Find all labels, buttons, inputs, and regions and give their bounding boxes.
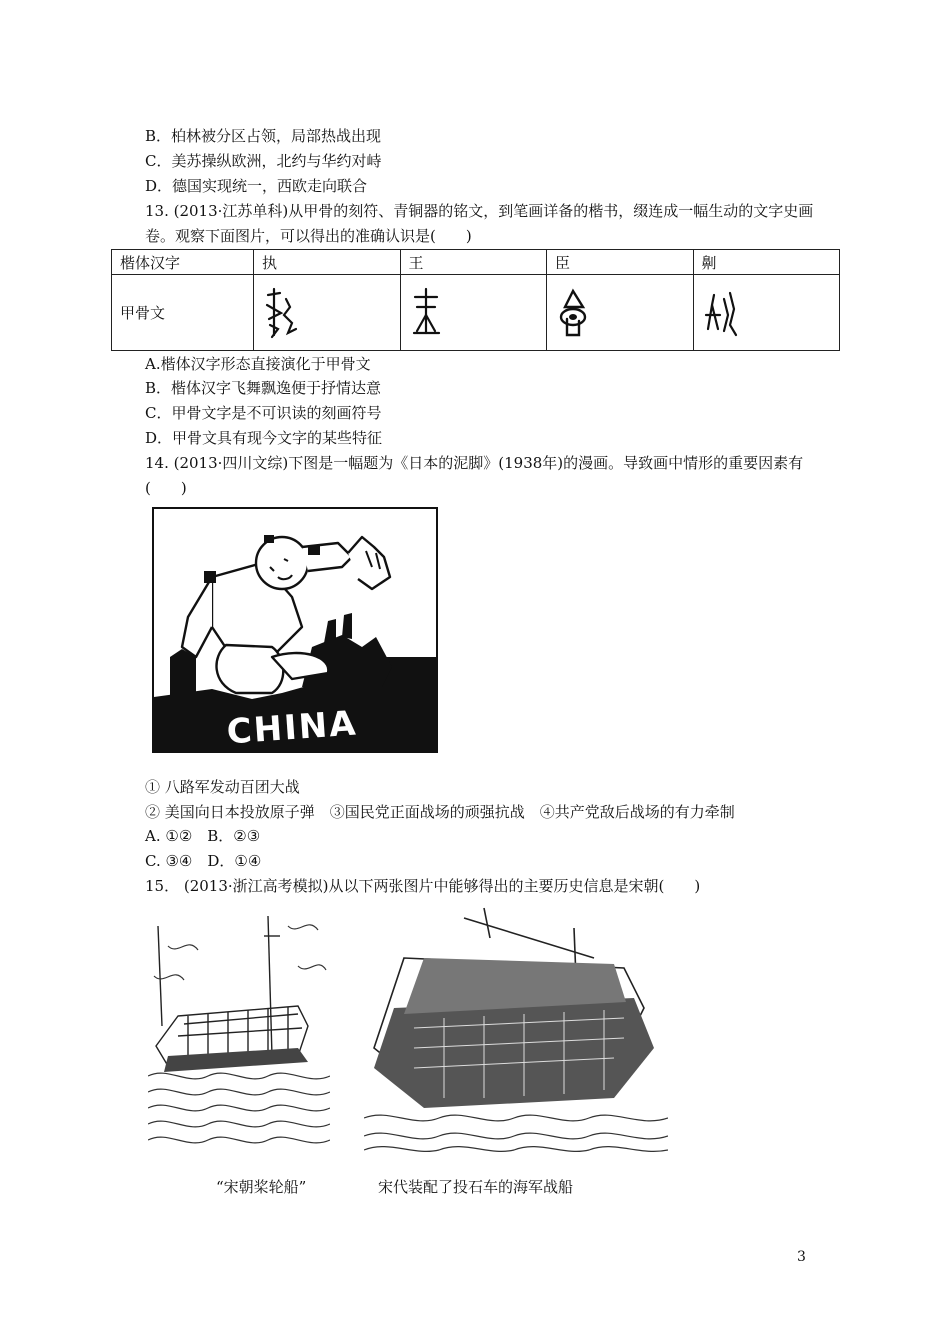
oracle-glyph-zhi	[254, 275, 401, 351]
q12-option-c: C．美苏操纵欧洲，北约与华约对峙	[145, 152, 382, 170]
table-row-label-kaiti: 楷体汉字	[112, 250, 254, 275]
q13-option-a: A.楷体汉字形态直接演化于甲骨文	[145, 355, 371, 373]
song-paddle-wheel-boat-image	[148, 906, 330, 1158]
oracle-bone-table	[111, 249, 840, 351]
q14-options-cd: C. ③④ D．①④	[145, 852, 262, 870]
table-char-zhi: 执	[254, 250, 401, 275]
caption-paddle-wheel-boat: “宋朝桨轮船”	[216, 1178, 307, 1196]
oracle-glyph-yi	[693, 275, 840, 351]
q13-option-d: D．甲骨文具有现今文字的某些特征	[145, 429, 383, 447]
page-number: 3	[797, 1249, 806, 1265]
song-warship-catapult-image	[364, 898, 668, 1160]
q13-option-b: B．楷体汉字飞舞飘逸便于抒情达意	[145, 379, 382, 397]
q14-stem: 14. (2013·四川文综)下图是一幅题为《日本的泥脚》(1938年)的漫画。导致画中情形的重要因素有( )	[145, 454, 804, 497]
cartoon-china-label: CHINA	[225, 703, 359, 753]
table-char-wang: 王	[400, 250, 547, 275]
table-row-label-oracle: 甲骨文	[112, 275, 254, 351]
q13-stem: 13. (2013·江苏单科)从甲骨的刻符、青铜器的铭文，到笔画详备的楷书，缀连成一幅生动的文字史画卷。观察下面图片，可以得出的准确认识是( )	[145, 202, 814, 245]
caption-warship-catapult: 宋代装配了投石车的海军战船	[378, 1178, 574, 1196]
cartoon-japans-clay-feet	[152, 507, 438, 757]
q14-item-1: ① 八路军发动百团大战	[145, 778, 300, 796]
oracle-glyph-wang	[400, 275, 547, 351]
oracle-glyph-chen	[547, 275, 694, 351]
q13-option-c: C．甲骨文字是不可识读的刻画符号	[145, 404, 382, 422]
q14-item-2-4: ② 美国向日本投放原子弹 ③国民党正面战场的顽强抗战 ④共产党敌后战场的有力牵制	[145, 803, 735, 821]
q14-options-ab: A. ①② B．②③	[145, 827, 261, 845]
table-char-yi: 劓	[693, 250, 840, 275]
q12-option-b: B．柏林被分区占领，局部热战出现	[145, 127, 382, 145]
table-char-chen: 臣	[547, 250, 694, 275]
q15-stem: 15． (2013·浙江高考模拟)从以下两张图片中能够得出的主要历史信息是宋朝( )	[145, 877, 701, 895]
q12-option-d: D．德国实现统一，西欧走向联合	[145, 177, 368, 195]
